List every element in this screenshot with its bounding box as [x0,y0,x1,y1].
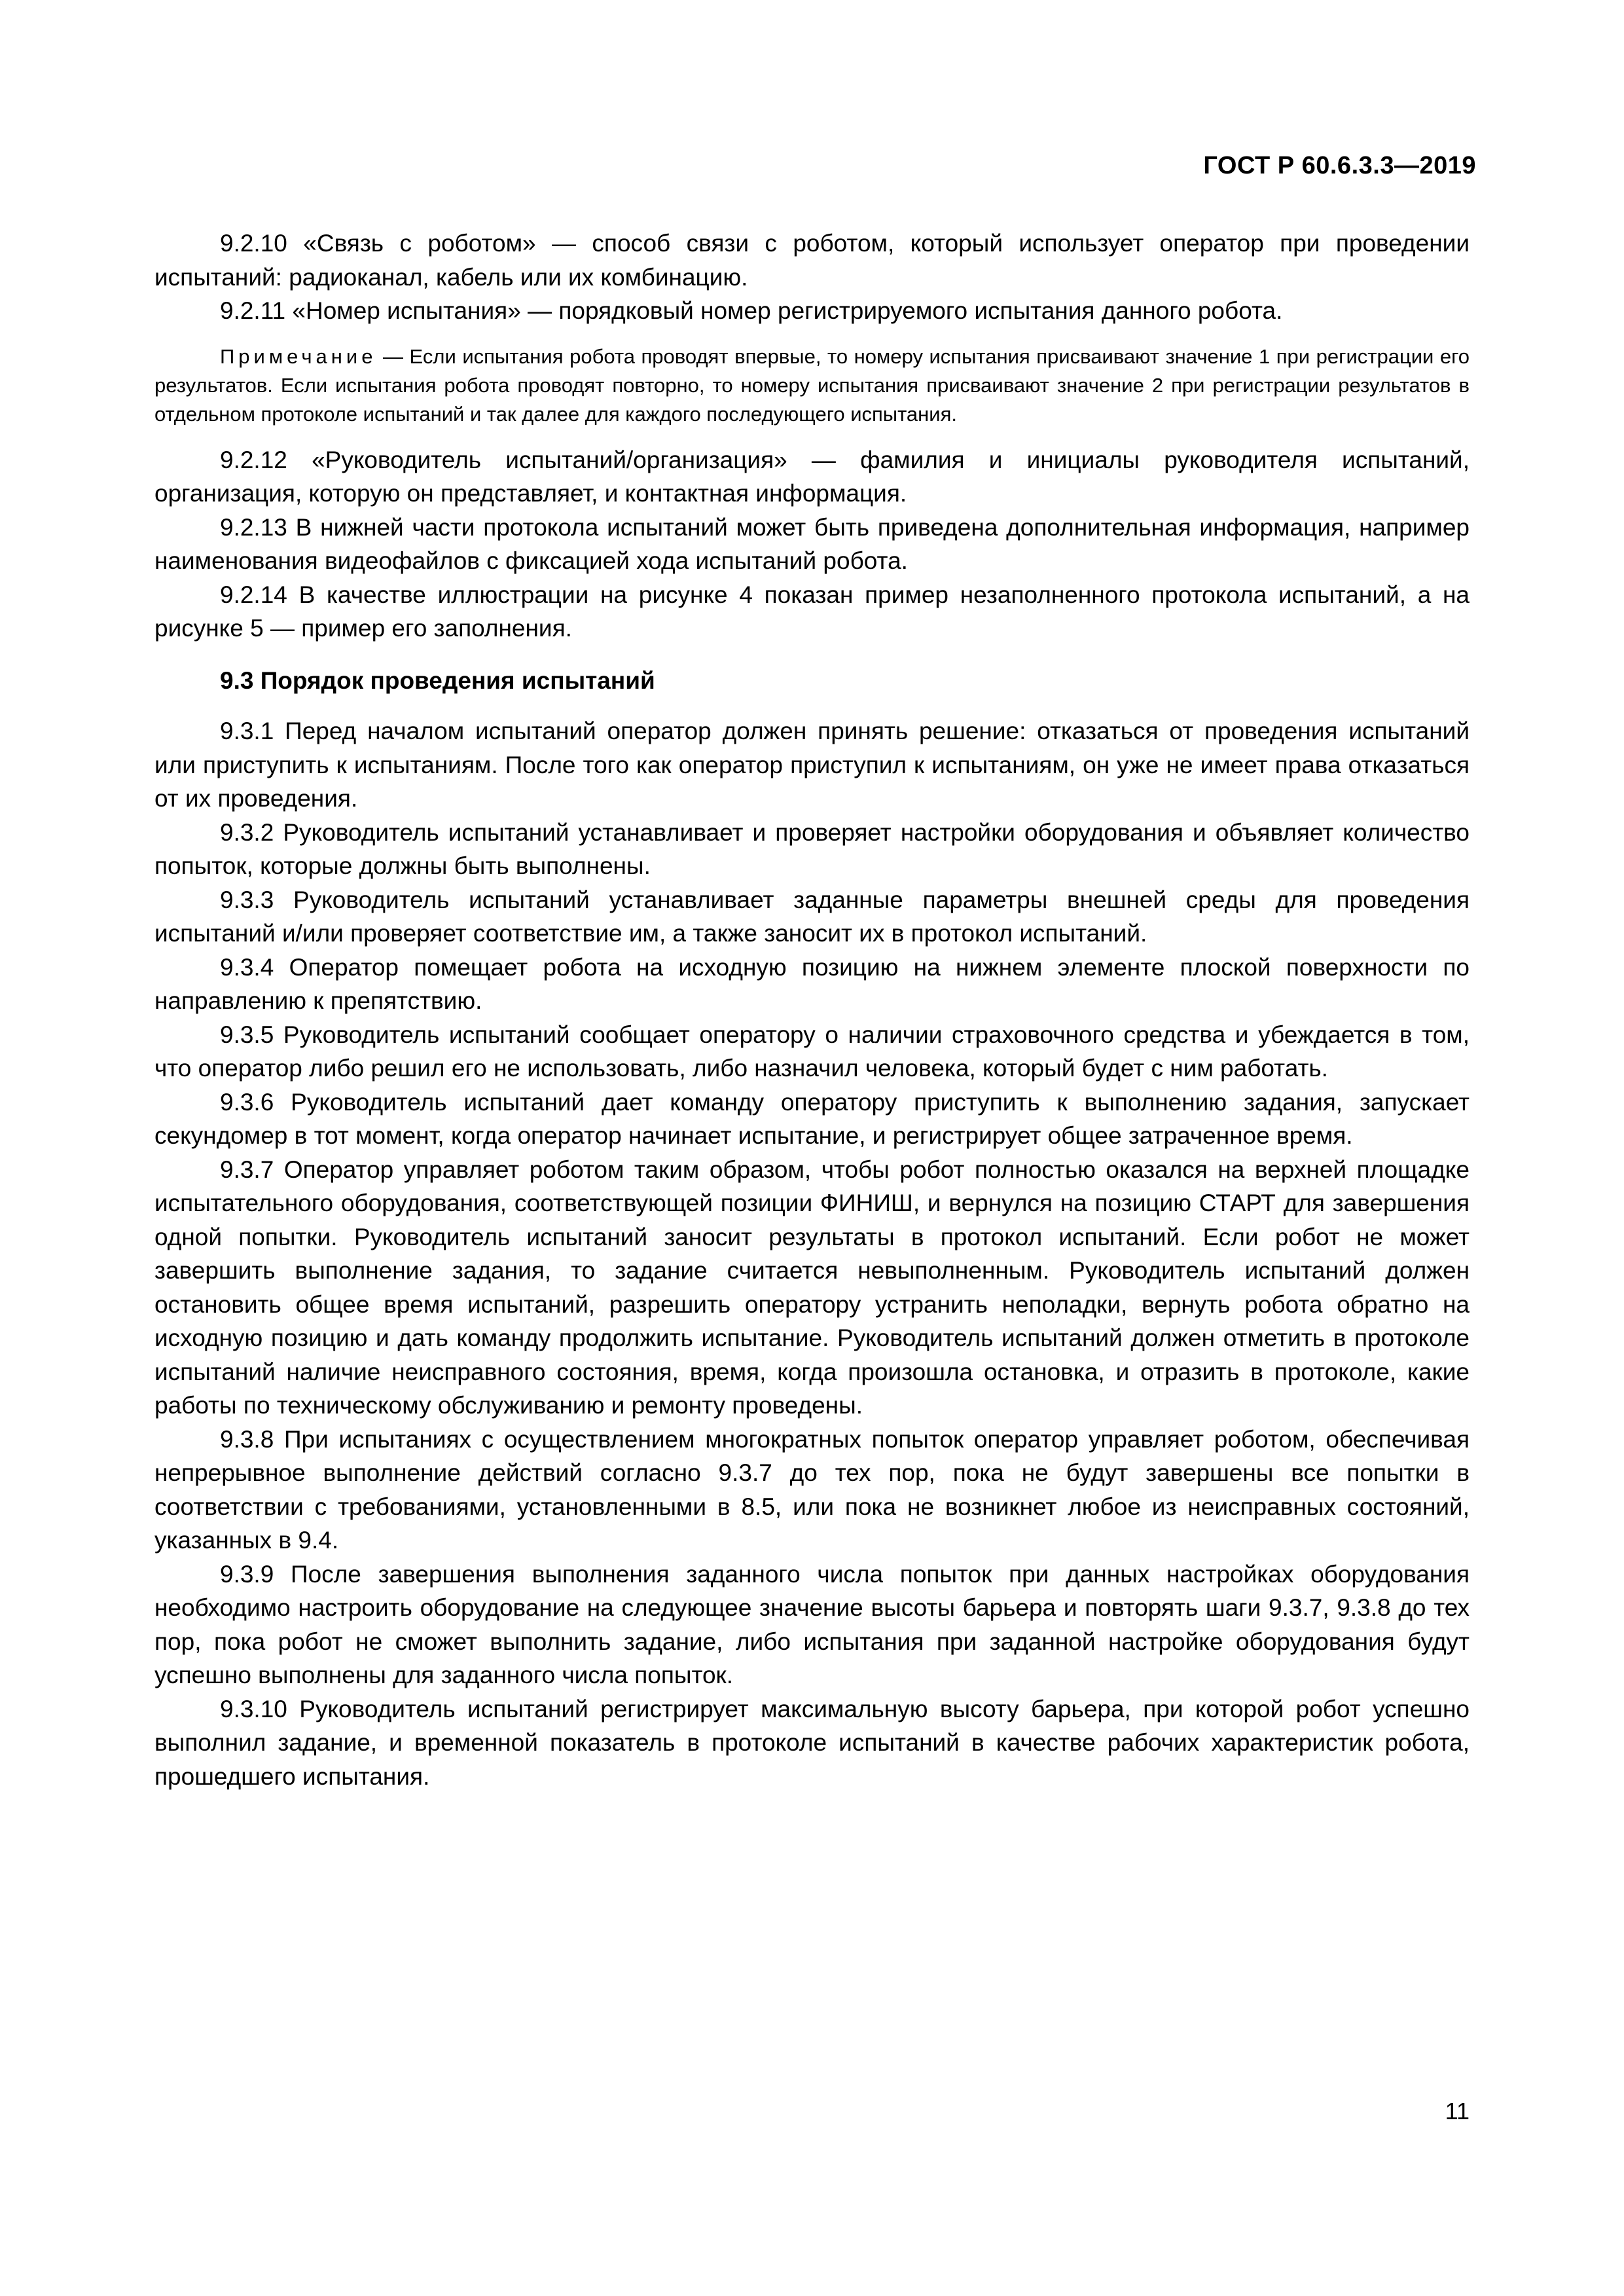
paragraph-9-2-14: 9.2.14 В качестве иллюстрации на рисунке 4 показан пример незаполненного протокола испытаний, а на рисунке 5 — пример его заполнения. [154,581,1470,642]
standard-designation: ГОСТ Р 60.6.3.3—2019 [1203,152,1476,179]
page-body [154,227,1470,1793]
paragraph-9-3-10: 9.3.10 Руководитель испытаний регистрирует максимальную высоту барьера, при которой робот успешно выполнил задание, и временной показатель в протоколе испытаний в качестве рабочих характеристик робота, прошедшего испытания. [154,1695,1470,1790]
note [154,342,1470,429]
paragraph-9-2-12: 9.2.12 «Руководитель испытаний/организация» — фамилия и инициалы руководителя испытаний, организация, которую он представляет, и контактная информация. [154,446,1470,507]
note-label: Примечание [220,344,377,368]
paragraph-9-2-10: 9.2.10 «Связь с роботом» — способ связи с роботом, который использует оператор при проведении испытаний: радиоканал, кабель или их комбинацию. [154,230,1470,291]
paragraph-9-3-8: 9.3.8 При испытаниях с осуществлением многократных попыток оператор управляет роботом, обеспечивая непрерывное выполнение действий согласно 9.3.7 до тех пор, пока не будут завершены все попытки в соответствии с требованиями, установленными в 8.5, или пока не возникнет любое из неисправных состояний, указанных в 9.4. [154,1425,1470,1554]
paragraph-9-3-7: 9.3.7 Оператор управляет роботом таким образом, чтобы робот полностью оказался на верхней площадке испытательного оборудования, соответствующей позиции ФИНИШ, и вернулся на позицию СТАРТ для завершения одной попытки. Руководитель испытаний заносит результаты в протокол испытаний. Если робот не может завершить выполнение задания, то задание считается невыполненным. Руководитель испытаний должен остановить общее время испытаний, разрешить оператору устранить неполадки, вернуть робота обратно на исходную позицию и дать команду продолжить испытание. Руководитель испытаний должен отметить в протоколе испытаний наличие неисправного состояния, время, когда произошла остановка, и отразить в протоколе, какие работы по техническому обслуживанию и ремонту проведены. [154,1156,1470,1419]
paragraph-9-3-4: 9.3.4 Оператор помещает робота на исходную позицию на нижнем элементе плоской поверхности по направлению к препятствию. [154,953,1470,1014]
paragraph-9-3-6: 9.3.6 Руководитель испытаний дает команду оператору приступить к выполнению задания, запускает секундомер в тот момент, когда оператор начинает испытание, и регистрирует общее затраченное время. [154,1088,1470,1149]
note-text: — Если испытания робота проводят впервые, то номеру испытания присваивают значение 1 при регистрации его результатов. Если испытания робота проводят повторно, то номеру испытания присваивают значение 2 при регистрации результатов в отдельном протоколе испытаний и так далее для каждого последующего испытания. [154,344,1470,426]
paragraph-9-3-3: 9.3.3 Руководитель испытаний устанавливает заданные параметры внешней среды для проведения испытаний и/или проверяет соответствие им, а также заносит их в протокол испытаний. [154,886,1470,947]
paragraph-9-3-9: 9.3.9 После завершения выполнения заданного числа попыток при данных настройках оборудования необходимо настроить оборудование на следующее значение высоты барьера и повторять шаги 9.3.7, 9.3.8 до тех пор, пока робот не сможет выполнить задание, либо испытания при заданной настройке оборудования будут успешно выполнены для заданного числа попыток. [154,1560,1470,1688]
paragraph-9-2-11: 9.2.11 «Номер испытания» — порядковый номер регистрируемого испытания данного робота. [220,297,1283,324]
paragraph-9-3-1: 9.3.1 Перед началом испытаний оператор должен принять решение: отказаться от проведения испытаний или приступить к испытаниям. После того как оператор приступил к испытаниям, он уже не имеет права отказаться от их проведения. [154,718,1470,812]
paragraph-9-3-5: 9.3.5 Руководитель испытаний сообщает оператору о наличии страховочного средства и убеждается в том, что оператор либо решил его не использовать, либо назначил человека, который будет с ним работать. [154,1021,1470,1082]
page-number: 11 [1445,2098,1470,2124]
paragraph-9-3-2: 9.3.2 Руководитель испытаний устанавливает и проверяет настройки оборудования и объявляет количество попыток, которые должны быть выполнены. [154,818,1470,879]
section-heading-9-3: 9.3 Порядок проведения испытаний [220,666,655,694]
paragraph-9-2-13: 9.2.13 В нижней части протокола испытаний может быть приведена дополнительная информация, например наименования видеофайлов с фиксацией хода испытаний робота. [154,513,1470,574]
